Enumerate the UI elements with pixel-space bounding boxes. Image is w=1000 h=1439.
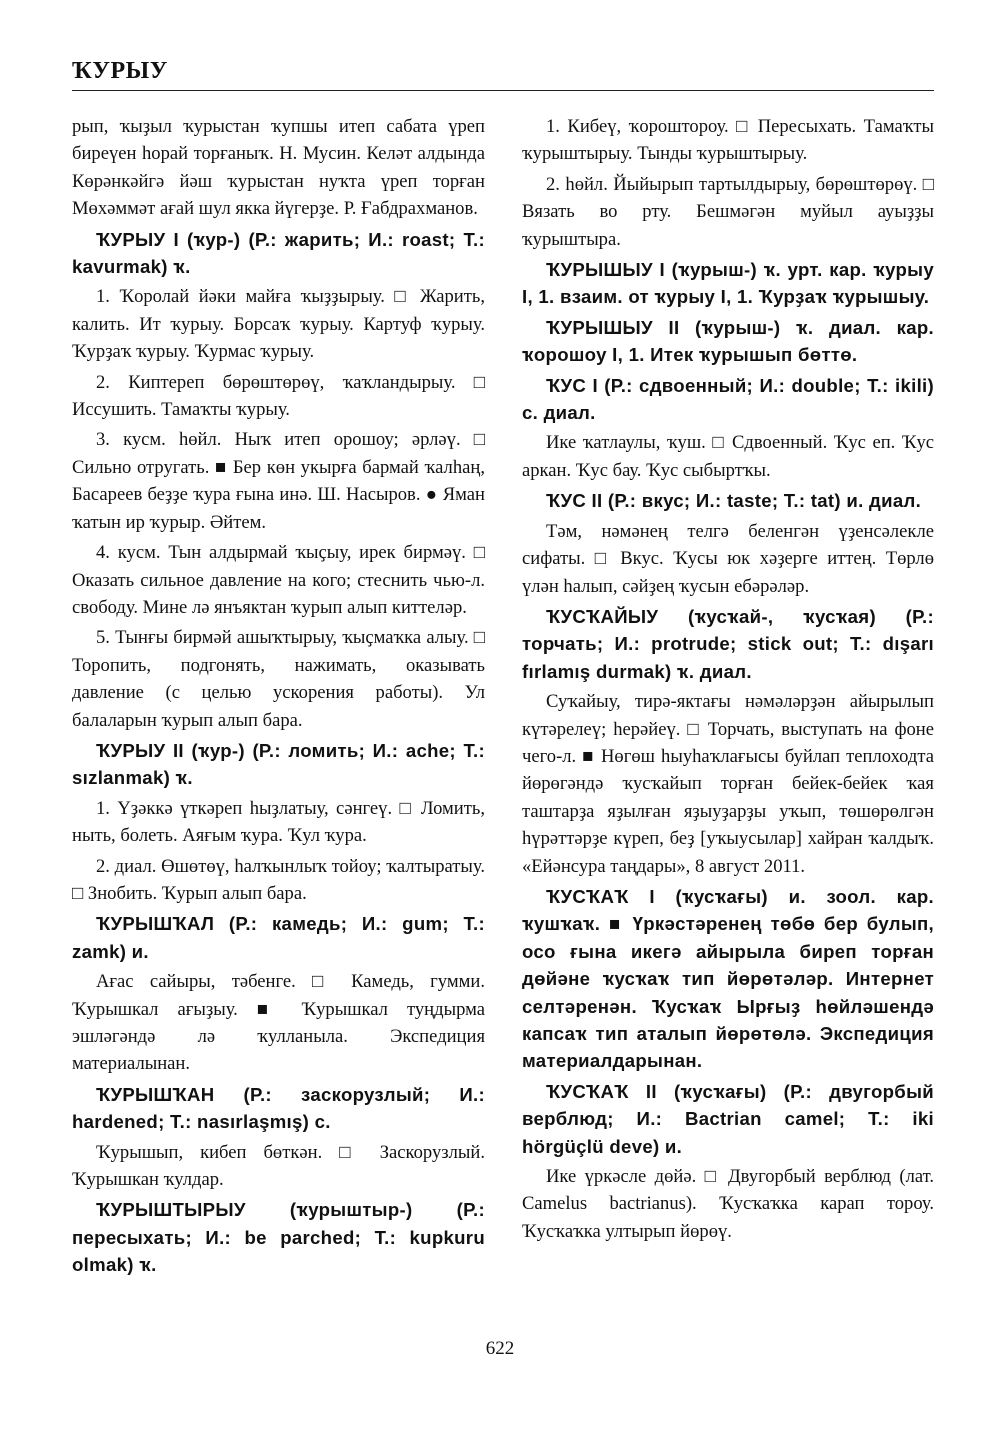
- headword-entry: ҠУРЫУ I (ҡур-) (Р.: жарить; И.: roast; Т.: kavurmak) ҡ.: [72, 228, 485, 278]
- headword-entry: ҠУРЫШЫУ II (ҡурыш-) ҡ. диал. кар. ҡорошоу I, 1. Итек ҡурышып бөттө.: [522, 316, 934, 366]
- sense-paragraph: Ике үркәсле дөйә. □ Двугорбый верблюд (лат. Camelus bactrianus). Ҡусҡаҡка карап тороу. Ҡусҡаҡка ултырып йөрөү.: [522, 1166, 934, 1242]
- sense-paragraph: 4. кусм. Тын алдырмай ҡыҫыу, ирек бирмәү. □ Оказать сильное давление на кого; стеснить чью-л. свободу. Мине лә янъяктан ҡурып алып киттеләр.: [72, 542, 485, 618]
- headword-entry: ҠУРЫШҠАЛ (Р.: камедь; И.: gum; Т.: zamk) и.: [72, 913, 485, 962]
- sense-paragraph: 3. кусм. һөйл. Ныҡ итеп орошоу; әрләү. □ Сильно отругать. ■ Бер көн укырға бармай ҡалһаң, Басареев беҙҙе ҡура ғына инә. Ш. Насыров. ● Яман ҡатын ир ҡурыр. Әйтем.: [72, 429, 485, 533]
- right-column: [522, 113, 934, 1248]
- sense-paragraph: 1. Ҡоролай йәки майға ҡыҙҙырыу. □ Жарить, калить. Ит ҡурыу. Борсаҡ ҡурыу. Картуф ҡурыу. Ҡурҙаҡ ҡурыу. Ҡурмас ҡурыу.: [72, 286, 485, 363]
- sense-paragraph: 1. Кибеү, ҡороштороу. □ Пересыхать. Тамаҡты ҡурыштырыу. Тынды ҡурыштырыу.: [522, 116, 934, 165]
- headword-entry: ҠУРЫШҠАН (Р.: заскорузлый; И.: hardened; Т.: nasırlaşmış) с.: [72, 1083, 485, 1133]
- sense-paragraph: Ҡурышып, кибеп бөткән. □ Заскорузлый. Ҡурышкан ҡулдар.: [72, 1141, 485, 1191]
- sense-paragraph: Ике ҡатлаулы, ҡуш. □ Сдвоенный. Ҡус еп. Ҡус аркан. Ҡус бау. Ҡус сыбыртҡы.: [522, 432, 934, 481]
- header-divider: [72, 90, 934, 91]
- sense-paragraph: Суҡайыу, тирә-яктағы нәмәләрҙән айырылып күтәрелеү; һерәйеү. □ Торчать, выступать на фоне чего-л. ■ Нөгөш һыуһаҡлағысы буйлап теплоходта йөрөгәндә ҡусҡайып торған бейек-бейек ҡая таштарҙа яҙылған яҙыуҙарҙы уҡып, төшөрөлгән һүрәттәрҙе күреп, беҙ [уҡыусылар] хайран ҡалдыҡ. «Ейәнсура таңдары», 8 август 2011.: [522, 691, 934, 877]
- headword-entry: ҠУС II (Р.: вкус; И.: taste; Т.: tat) и. диал.: [546, 490, 922, 512]
- sense-paragraph: Ағас сайыры, тәбенге. □ Камедь, гумми. Ҡурышкал ағыҙыу. ■ Ҡурышкал туңдырма эшләгәндә лә ҡулланыла. Экспедиция материалынан.: [72, 971, 485, 1075]
- headword-entry: ҠУСҠАЙЫУ (ҡусҡай-, ҡусҡая) (Р.: торчать; И.: protrude; stick out; Т.: dışarı fırlamış durmak) ҡ. диал.: [522, 605, 934, 682]
- headword-entry: ҠУСҠАҠ II (ҡусҡағы) (Р.: двугорбый верблюд; И.: Bactrian camel; Т.: iki hörgüçlü deve) и.: [522, 1080, 934, 1157]
- sense-paragraph: Тәм, нәмәнең телгә беленгән үҙенсәлекле сифаты. □ Вкус. Ҡусы юк хәҙерге иттең. Төрлө үлән һалып, сәйҙең ҡусын ебәрәләр.: [522, 520, 934, 597]
- headword-entry: ҠУРЫУ II (ҡур-) (Р.: ломить; И.: ache; Т.: sızlanmak) ҡ.: [72, 739, 485, 789]
- running-header: [72, 58, 934, 85]
- sense-paragraph: 5. Тынғы бирмәй ашыҡтырыу, ҡыҫмаҡка алыу. □ Торопить, подгонять, нажимать, оказывать давление (с целью ускорения работы). Ул балаларын ҡурып алып бара.: [72, 627, 485, 731]
- left-column: [72, 113, 485, 1282]
- headword-entry: ҠУСҠАҠ I (ҡусҡағы) и. зоол. кар. ҡушҡаҡ. ■ Үркәстәренең төбө бер булып, осо ғына икегә айырыла биреп торған дөйәне ҡусҡаҡ тип йөрөтәләр. Интернет селтәренән. Ҡусҡаҡ Ырғыҙ һөйләшендә капсаҡ тип аталып йөрөтөлә. Экспедиция материалдарынан.: [522, 885, 934, 1072]
- sense-paragraph: 2. диал. Өшөтөү, һалҡынлыҡ тойоу; ҡалтыратыу. □ Знобить. Ҡурып алып бара.: [72, 855, 485, 904]
- sense-paragraph: 2. һөйл. Йыйырып тартылдырыу, бөрөштөрөү. □ Вязать во рту. Бешмәгән муйыл ауыҙҙы ҡурыштыра.: [522, 173, 934, 250]
- sense-paragraph: 1. Үҙәккә үткәреп һыҙлатыу, сәнгеү. □ Ломить, ныть, болеть. Аяғым ҡура. Ҡул ҡура.: [72, 797, 485, 847]
- headword-entry: ҠУС I (Р.: сдвоенный; И.: double; Т.: ikili) с. диал.: [522, 374, 934, 424]
- sense-paragraph: 2. Киптереп бөрөштөрөү, ҡаҡландырыу. □ Иссушить. Тамаҡты ҡурыу.: [72, 371, 485, 421]
- headword-entry: ҠУРЫШЫУ I (ҡурыш-) ҡ. урт. кар. ҡурыу I, 1. взаим. от ҡурыу I, 1. Ҡурҙаҡ ҡурышыу.: [522, 259, 934, 308]
- page-number: 622: [485, 1338, 515, 1359]
- headword-entry: ҠУРЫШТЫРЫУ (ҡурыштыр-) (Р.: пересыхать; И.: be parched; Т.: kupkuru olmak) ҡ.: [72, 1199, 485, 1276]
- entry-continuation: рып, ҡыҙыл ҡурыстан ҡупшы итеп сабата үреп биреүен һорай торғаныҡ. Н. Мусин. Келәт алдында Көрәнкәйгә йәш ҡурыстан нуҡта үреп торған Мөхәммәт ағай шул якка йүгерҙе. Р. Ғабдрахманов.: [72, 116, 485, 220]
- running-header-title: ҠУРЫУ: [72, 58, 168, 84]
